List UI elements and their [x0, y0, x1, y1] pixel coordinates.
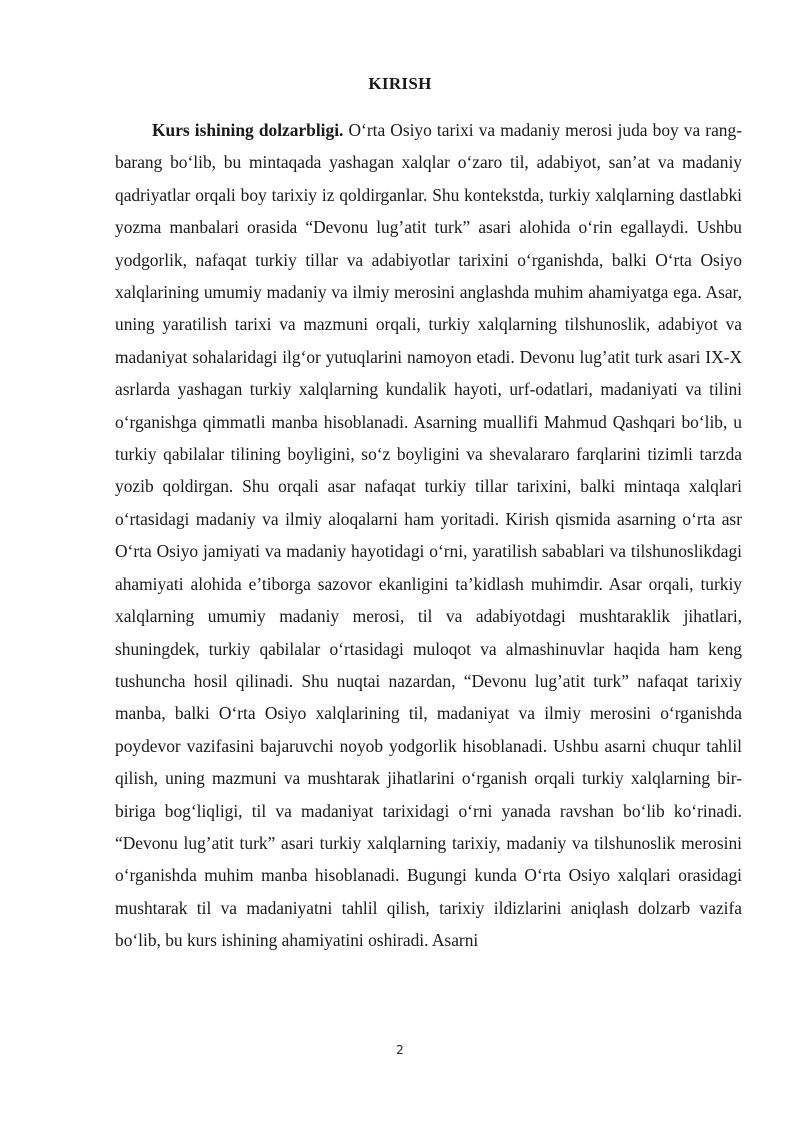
lead-in-phrase: Kurs ishining dolzarbligi. [152, 120, 344, 140]
body-paragraph [115, 114, 742, 957]
paragraph-text: O‘rta Osiyo tarixi va madaniy merosi juda boy va rang-barang bo‘lib, bu mintaqada yashagan xalqlar o‘zaro til, adabiyot, san’at va madaniy qadriyatlar orqali boy tarixiy iz qoldirganlar. Shu kontekstda, turkiy xalqlarning dastlabki yozma manbalari orasida “Devonu lug’atit turk” asari alohida o‘rin egallaydi. Ushbu yodgorlik, nafaqat turkiy tillar va adabiyotlar tarixini o‘rganishda, balki O‘rta Osiyo xalqlarining umumiy madaniy va ilmiy merosini anglashda muhim ahamiyatga ega. Asar, uning yaratilish tarixi va mazmuni orqali, turkiy xalqlarning tilshunoslik, adabiyot va madaniyat sohalaridagi ilg‘or yutuqlarini namoyon etadi. Devonu lug’atit turk asari IX-X asrlarda yashagan turkiy xalqlarning kundalik hayoti, urf-odatlari, madaniyati va tilini o‘rganishga qimmatli manba hisoblanadi. Asarning muallifi Mahmud Qashqari bo‘lib, u turkiy qabilalar tilining boyligini, so‘z boyligini va shevalararo farqlarini tizimli tarzda yozib qoldirgan. Shu orqali asar nafaqat turkiy tillar tarixini, balki mintaqa xalqlari o‘rtasidagi madaniy va ilmiy aloqalarni ham yoritadi. Kirish qismida asarning o‘rta asr O‘rta Osiyo jamiyati va madaniy hayotidagi o‘rni, yaratilish sabablari va tilshunoslikdagi ahamiyati alohida e’tiborga sazovor ekanligini ta’kidlash muhimdir. Asar orqali, turkiy xalqlarning umumiy madaniy merosi, til va adabiyotdagi mushtaraklik jihatlari, shuningdek, turkiy qabilalar o‘rtasidagi muloqot va almashinuvlar haqida ham keng tushuncha hosil qilinadi. Shu nuqtai nazardan, “Devonu lug’atit turk” nafaqat tarixiy manba, balki O‘rta Osiyo xalqlarining til, madaniyat va ilmiy merosini o‘rganishda poydevor vazifasini bajaruvchi noyob yodgorlik hisoblanadi. Ushbu asarni chuqur tahlil qilish, uning mazmuni va mushtarak jihatlarini o‘rganish orqali turkiy xalqlarning bir-biriga bog‘liqligi, til va madaniyat tarixidagi o‘rni yanada ravshan bo‘lib ko‘rinadi. “Devonu lug’atit turk” asari turkiy xalqlarning tarixiy, madaniy va tilshunoslik merosini o‘rganishda muhim manba hisoblanadi. Bugungi kunda O‘rta Osiyo xalqlari orasidagi mushtarak til va madaniyatni tahlil qilish, tarixiy ildizlarini aniqlash dolzarb vazifa bo‘lib, bu kurs ishining ahamiyatini oshiradi. Asarni [115, 120, 742, 951]
page-number: 2 [396, 1043, 404, 1057]
section-heading: KIRISH [368, 74, 432, 93]
